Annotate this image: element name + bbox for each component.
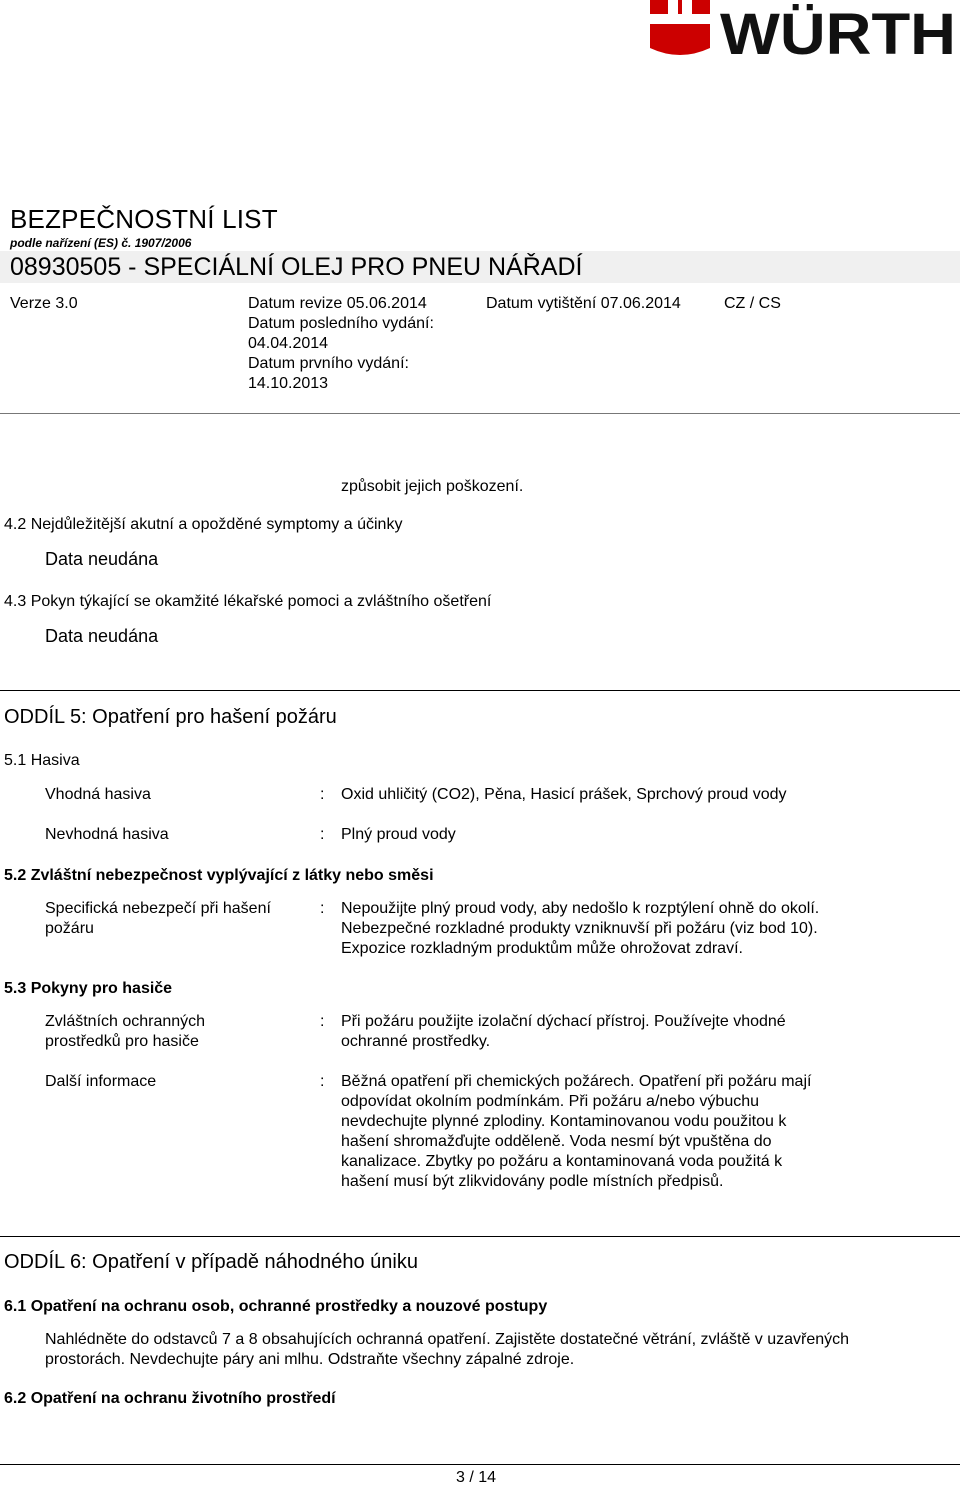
wurth-logo-text: WÜRTH bbox=[720, 2, 956, 67]
other-info-value bbox=[341, 1072, 811, 1192]
label-line: požáru bbox=[45, 920, 94, 937]
heading-5-3: 5.3 Pokyny pro hasiče bbox=[4, 980, 173, 997]
heading-4-3: 4.3 Pokyn týkající se okamžité lékařské pomoci a zvláštního ošetření bbox=[4, 593, 492, 610]
ppe-value bbox=[341, 1012, 786, 1052]
section-5-title: ODDÍL 5: Opatření pro hašení požáru bbox=[4, 706, 337, 728]
revision-dates bbox=[248, 294, 434, 394]
label-line: Specifická nebezpečí při hašení bbox=[45, 900, 271, 917]
label-line: Zvláštních ochranných bbox=[45, 1013, 206, 1030]
last-issue-date: 04.04.2014 bbox=[248, 335, 329, 352]
wurth-logo-mark bbox=[650, 0, 710, 55]
other-info-label: Další informace bbox=[45, 1073, 157, 1090]
heading-4-2: 4.2 Nejdůležitější akutní a opožděné symptomy a účinky bbox=[4, 516, 403, 533]
ppe-label bbox=[45, 1012, 205, 1052]
value-line: odpovídat okolním podmínkám. Při požáru a/nebo výbuchu bbox=[341, 1093, 760, 1110]
value-line: hašení shromažďujte odděleně. Voda nesmí být vpuštěna do bbox=[341, 1133, 772, 1150]
product-name: 08930505 - SPECIÁLNÍ OLEJ PRO PNEU NÁŘADÍ bbox=[10, 253, 583, 281]
print-date: Datum vytištění 07.06.2014 bbox=[486, 295, 681, 312]
page-number: 3 / 14 bbox=[456, 1469, 497, 1486]
heading-5-1: 5.1 Hasiva bbox=[4, 752, 80, 769]
wurth-logo bbox=[648, 0, 960, 68]
version: Verze 3.0 bbox=[10, 295, 78, 312]
value-line: Běžná opatření při chemických požárech. Opatření při požáru mají bbox=[341, 1073, 812, 1090]
colon: : bbox=[320, 826, 325, 843]
label-line: prostředků pro hasiče bbox=[45, 1033, 199, 1050]
colon: : bbox=[320, 900, 325, 917]
suitable-media-label: Vhodná hasiva bbox=[45, 786, 151, 803]
text-4-2: Data neudána bbox=[45, 549, 159, 569]
value-line: Expozice rozkladným produktům může ohrožovat zdraví. bbox=[341, 940, 743, 957]
unsuitable-media-value: Plný proud vody bbox=[341, 826, 456, 843]
specific-hazards-label bbox=[45, 899, 271, 939]
header-divider bbox=[0, 413, 960, 414]
revision-date: Datum revize 05.06.2014 bbox=[248, 295, 427, 312]
first-issue-label: Datum prvního vydání: bbox=[248, 355, 409, 372]
section-6-title: ODDÍL 6: Opatření v případě náhodného úniku bbox=[4, 1251, 418, 1273]
regulation-note: podle nařízení (ES) č. 1907/2006 bbox=[10, 236, 192, 250]
text-6-1 bbox=[45, 1330, 849, 1370]
colon: : bbox=[320, 786, 325, 803]
value-line: hašení musí být zlikvidovány podle místních předpisů. bbox=[341, 1173, 724, 1190]
suitable-media-value: Oxid uhličitý (CO2), Pěna, Hasicí prášek, Sprchový proud vody bbox=[341, 786, 787, 803]
value-line: Nebezpečné rozkladné produkty vzniknuvší při požáru (viz bod 10). bbox=[341, 920, 818, 937]
first-issue-date: 14.10.2013 bbox=[248, 375, 329, 392]
text-4-3: Data neudána bbox=[45, 626, 159, 646]
section-5-divider bbox=[0, 690, 960, 691]
text-line: Nahlédněte do odstavců 7 a 8 obsahujících ochranná opatření. Zajistěte dostatečné větrání, zvláště v uzavřených bbox=[45, 1331, 850, 1348]
value-line: ochranné prostředky. bbox=[341, 1033, 491, 1050]
document-title: BEZPEČNOSTNÍ LIST bbox=[10, 204, 278, 234]
unsuitable-media-label: Nevhodná hasiva bbox=[45, 826, 169, 843]
value-line: Při požáru použijte izolační dýchací přístroj. Používejte vhodné bbox=[341, 1013, 786, 1030]
heading-5-2: 5.2 Zvláštní nebezpečnost vyplývající z látky nebo směsi bbox=[4, 867, 434, 884]
continuation-text: způsobit jejich poškození. bbox=[341, 478, 524, 495]
text-line: prostorách. Nevdechujte páry ani mlhu. Odstraňte všechny zápalné zdroje. bbox=[45, 1351, 575, 1368]
value-line: kanalizace. Zbytky po požáru a kontaminovaná voda použitá k bbox=[341, 1153, 783, 1170]
last-issue-label: Datum posledního vydání: bbox=[248, 315, 434, 332]
value-line: nevdechujte plynné zplodiny. Kontaminovanou vodu použitou k bbox=[341, 1113, 787, 1130]
specific-hazards-value bbox=[341, 899, 819, 959]
colon: : bbox=[320, 1013, 325, 1030]
footer-divider bbox=[0, 1464, 960, 1465]
heading-6-2: 6.2 Opatření na ochranu životního prostředí bbox=[4, 1390, 336, 1407]
section-6-divider bbox=[0, 1236, 960, 1237]
value-line: Nepoužijte plný proud vody, aby nedošlo k rozptýlení ohně do okolí. bbox=[341, 900, 820, 917]
heading-6-1: 6.1 Opatření na ochranu osob, ochranné prostředky a nouzové postupy bbox=[4, 1298, 548, 1315]
language-code: CZ / CS bbox=[724, 295, 781, 312]
colon: : bbox=[320, 1073, 325, 1090]
